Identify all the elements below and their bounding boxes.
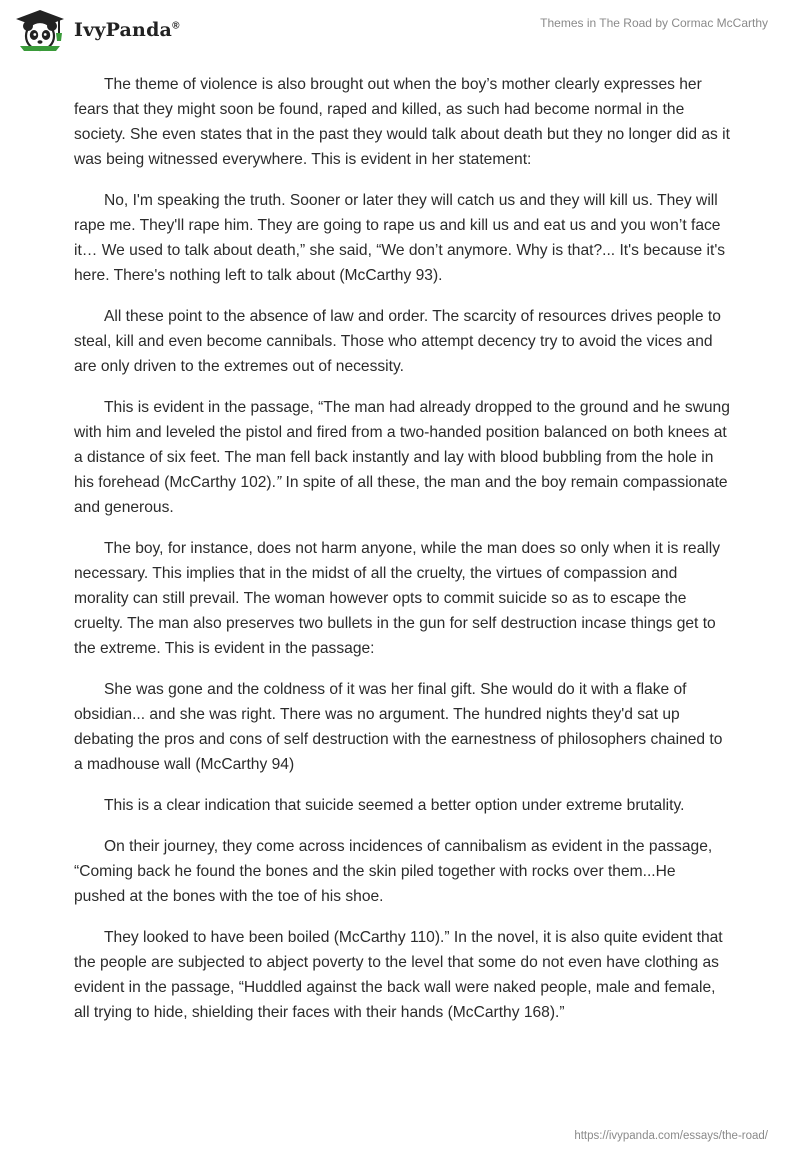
quote-close-mark: ” [275,474,282,491]
quote-followup: In spite of all these, the man and the boy remain compassionate and generous. [74,474,728,516]
paragraph-with-quote [74,395,730,520]
paragraph: All these point to the absence of law and order. The scarcity of resources drives people to steal, kill and even become cannibals. Those who attempt decency try to avoid the vices and are only driven to the extremes out of necessity. [74,308,721,375]
paragraph: This is a clear indication that suicide seemed a better option under extreme brutality. [104,797,685,814]
brand-name: IvyPanda® [74,19,180,41]
paragraph: On their journey, they come across incidences of cannibalism as evident in the passage, “Coming back he found the bones and the skin piled together with rocks over them...He pushed at the bones with the toe of his shoe. [74,838,713,905]
essay-body [74,72,730,1041]
paragraph: The boy, for instance, does not harm anyone, while the man does so only when it is really necessary. This implies that in the midst of all the cruelty, the virtues of compassion and morality can still prevail. The woman however opts to commit suicide so as to escape the cruelty. The man also preserves two bullets in the gun for self destruction incase things get to the extreme. This is evident in the passage: [74,540,720,657]
paragraph: They looked to have been boiled (McCarthy 110).” In the novel, it is also quite evident that the people are subjected to abject poverty to the level that some do not even have clothing as evident in the passage, “Huddled against the back wall were naked people, male and female, all trying to hide, shielding their faces with their hands (McCarthy 168).” [74,929,723,1021]
source-url[interactable]: https://ivypanda.com/essays/the-road/ [574,1130,768,1142]
block-quote: No, I'm speaking the truth. Sooner or later they will catch us and they will kill us. They will rape me. They'll rape him. They are going to rape us and kill us and eat us and you won’t face it… We used to talk about death,” she said, “We don’t anymore. Why is that?... It's because it's here. There's nothing left to talk about (McCarthy 93). [74,192,726,284]
paragraph: The theme of violence is also brought out when the boy’s mother clearly expresses her fears that they might soon be found, raped and killed, as such had become normal in the society. She even states that in the past they would talk about death but they no longer did as it was being witnessed everywhere. This is evident in her statement: [74,76,730,168]
brand-logo[interactable] [12,8,180,52]
document-title: Themes in The Road by Cormac McCarthy [540,16,768,30]
block-quote: She was gone and the coldness of it was her final gift. She would do it with a flake of obsidian... and she was right. There was no argument. The hundred nights they'd sat up debating the pros and cons of self destruction with the earnestness of philosophers chained to a madhouse wall (McCarthy 94) [74,681,723,773]
quote-text: This is evident in the passage, “The man had already dropped to the ground and he swung with him and leveled the pistol and fired from a two-handed position balanced on both knees at a distance of six feet. The man fell back instantly and lay with blood bubbling from the hole in his forehead (McCarthy 102). [74,399,730,491]
panda-graduation-cap-icon [12,8,68,52]
page-header [0,0,800,60]
